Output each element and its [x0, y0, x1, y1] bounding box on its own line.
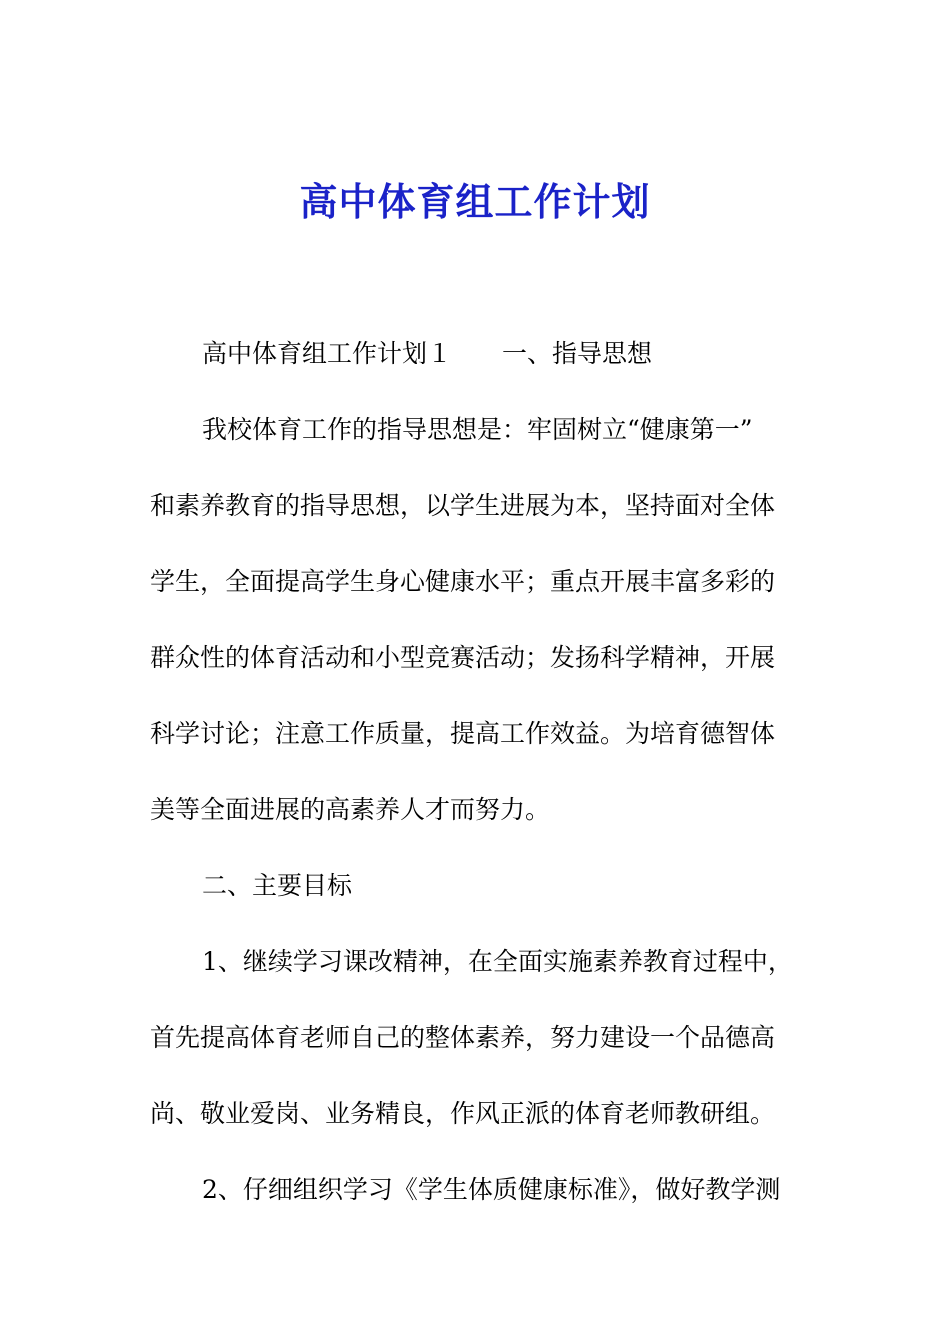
paragraph-line: 和素养教育的指导思想，以学生进展为本，坚持面对全体: [150, 491, 776, 520]
section-heading-line: [150, 316, 810, 392]
paragraph-line: 1、继续学习课改精神，在全面实施素养教育过程中，: [202, 947, 793, 976]
paragraph-line: 科学讨论；注意工作质量，提高工作效益。为培育德智体: [150, 719, 776, 748]
paragraph-line: 学生，全面提高学生身心健康水平；重点开展丰富多彩的: [150, 567, 776, 596]
paragraph-line: 首先提高体育老师自己的整体素养，努力建设一个品德高: [150, 1023, 776, 1052]
paragraph-line: 美等全面进展的高素养人才而努力。: [150, 795, 551, 824]
paragraph-line: 2、仔细组织学习《学生体质健康标准》，做好教学测: [202, 1175, 781, 1204]
section-heading-guiding-thought: 一、指导思想: [502, 339, 653, 368]
document-title: 高中体育组工作计划: [299, 179, 651, 224]
document-body: [150, 316, 810, 1228]
paragraph-line: 尚、敬业爱岗、业务精良，作风正派的体育老师教研组。: [150, 1099, 776, 1128]
plan-heading: 高中体育组工作计划１: [202, 339, 453, 368]
paragraph-line: 群众性的体育活动和小型竞赛活动；发扬科学精神，开展: [150, 643, 776, 672]
section-heading-main-goals: 二、主要目标: [202, 871, 353, 900]
paragraph-line: 我校体育工作的指导思想是：牢固树立“健康第一”: [202, 415, 753, 444]
